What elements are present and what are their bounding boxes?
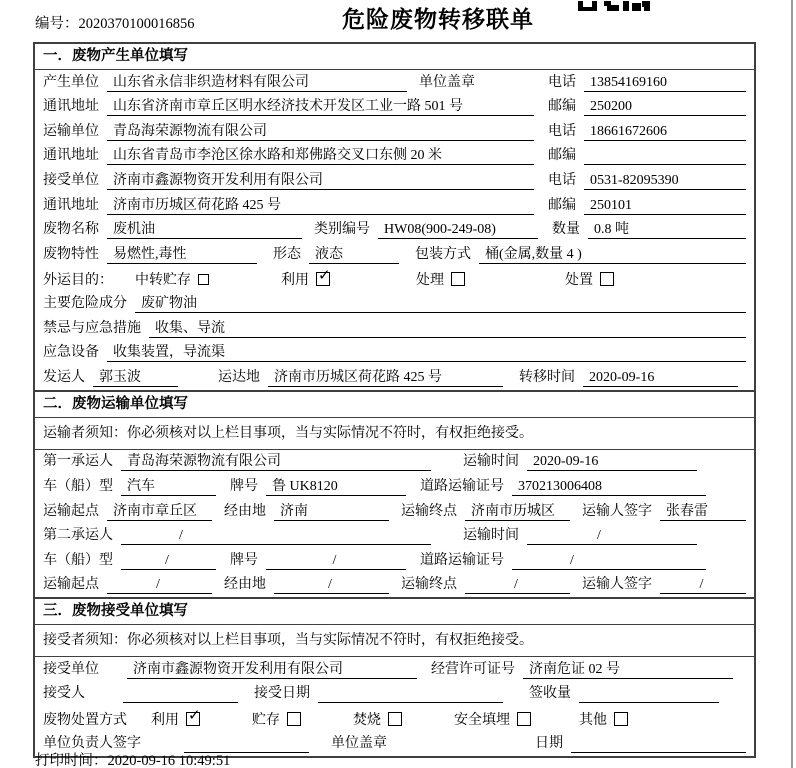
taboo-measures-row [35,316,754,341]
vehicle-type2-label: 车（船）型 [43,552,113,568]
disposal-landfill-label: 安全填埋 [454,712,510,728]
transport-time-value: 2020-09-16 [527,453,697,471]
disposal-method-row [35,706,754,731]
purpose-dispose-checkbox [600,272,614,286]
transporter-address-row [35,144,754,169]
producer-zip-value: 250200 [584,98,746,116]
producer-address-row [35,95,754,120]
page-title: 危险废物转移联单 [342,7,534,32]
producer-address-label: 通讯地址 [43,99,99,115]
transporter-zip-value [584,147,746,165]
disposal-method-label: 废物处置方式 [43,712,127,728]
document-number-value: 2020370100016856 [78,16,195,32]
packing-value: 桶(金属,数量 4 ) [479,246,746,264]
accept-unit-row [35,657,754,682]
waste-trait-label: 废物特性 [43,246,99,262]
transport-origin-value: 济南市章丘区 [107,503,212,521]
transport-end-label: 运输终点 [401,503,457,519]
waste-form-value: 液态 [309,246,399,264]
producer-unit-value: 山东省永信非织造材料有限公司 [107,74,407,92]
transport-end-value: 济南市历城区 [465,503,570,521]
disposal-utilize-label: 利用 [151,712,179,728]
transport-origin-label: 运输起点 [43,503,99,519]
transport-time2-value: / [527,527,697,545]
transporter-unit-row [35,119,754,144]
receiver-address-label: 通讯地址 [43,197,99,213]
destination-value: 济南市历城区荷花路 425 号 [268,369,503,387]
accept-date-value [318,685,503,703]
transport-end2-value: / [465,576,570,594]
producer-address-value: 山东省济南市章丘区明水经济技术开发区工业一路 501 号 [107,98,534,116]
transport-time2-label: 运输时间 [463,528,519,544]
transport-time-label: 运输时间 [463,454,519,470]
transporter-unit-label: 运输单位 [43,123,99,139]
emergency-equipment-label: 应急设备 [43,345,99,361]
manifest-form-table [33,42,756,758]
print-time [35,749,230,768]
accept-person-row [35,682,754,707]
purpose-utilize-checkbox [316,266,331,286]
road-permit-value: 370213006408 [512,478,706,496]
first-carrier-row [35,450,754,475]
first-carrier-value: 青岛海荣源物流有限公司 [121,453,431,471]
transfer-time-value: 2020-09-16 [583,369,738,387]
transfer-time-label: 转移时间 [519,369,575,385]
quantity-label: 数量 [552,222,580,238]
unit-seal2-label: 单位盖章 [331,735,387,751]
first-carrier-label: 第一承运人 [43,454,113,470]
license-number-label: 经营许可证号 [431,661,515,677]
main-hazard-value: 废矿物油 [135,295,746,313]
accept-date-label: 接受日期 [254,686,310,702]
second-carrier-row [35,524,754,549]
receiver-unit-label: 接受单位 [43,172,99,188]
disposal-incinerate-label: 焚烧 [353,712,381,728]
disposal-storage-label: 贮存 [252,712,280,728]
receiver-zip-label: 邮编 [548,197,576,213]
date-label: 日期 [535,735,563,751]
receiver-zip-value: 250101 [584,197,746,215]
qr-code-icon [578,0,650,10]
plate-number2-value: / [266,552,406,570]
vehicle-type-row [35,474,754,499]
vehicle-type-value: 汽车 [121,478,216,496]
disposal-utilize-checkbox [186,705,201,726]
transporter-phone-value: 18661672606 [584,123,746,141]
emergency-equipment-row [35,341,754,366]
receiver-phone-label: 电话 [548,172,576,188]
carrier-signature-label: 运输人签字 [582,503,652,519]
receiver-address-row [35,193,754,218]
transfer-purpose-row [35,267,754,292]
emergency-equipment-value: 收集装置，导流渠 [107,344,746,362]
transporter-phone-label: 电话 [548,123,576,139]
accept-unit-label: 接受单位 [43,661,99,677]
document-number-label: 编号： [35,16,79,32]
accept-person-value [123,685,238,703]
check-mark-icon: ✓ [318,266,331,285]
receiver-notice: 接受者须知：你必须核对以上栏目事项，当与实际情况不符时，有权拒绝接受。 [35,625,754,657]
transporter-address-value: 山东省青岛市李沧区徐水路和郑佛路交叉口东侧 20 米 [107,147,534,165]
road-permit2-label: 道路运输证号 [420,552,504,568]
route2-row [35,573,754,598]
plate-number-value: 鲁 UK8120 [266,478,406,496]
accept-unit-value: 济南市鑫源物资开发利用有限公司 [127,661,417,679]
transport-end2-label: 运输终点 [401,577,457,593]
transporter-unit-value: 青岛海荣源物流有限公司 [107,123,534,141]
transfer-purpose-label: 外运目的： [43,273,113,289]
transport-origin2-label: 运输起点 [43,577,99,593]
producer-phone-value: 13854169160 [584,74,746,92]
responsible-signature-label: 单位负责人签字 [43,735,141,751]
carrier-signature2-label: 运输人签字 [582,577,652,593]
waste-trait-row [35,242,754,267]
road-permit-label: 道路运输证号 [420,478,504,494]
receiver-address-value: 济南市历城区荷花路 425 号 [107,197,534,215]
carrier-signature2-value: / [660,576,746,594]
shipper-label: 发运人 [43,369,85,385]
via-value: 济南 [274,503,389,521]
check-mark-icon: ✓ [188,705,201,724]
vehicle-type2-value: / [121,552,216,570]
main-hazard-label: 主要危险成分 [43,295,127,311]
purpose-transit-storage-label: 中转贮存 [135,273,191,289]
category-code-value: HW08(900-249-08) [378,221,538,239]
producer-unit-label: 产生单位 [43,74,99,90]
receiver-unit-row [35,168,754,193]
plate-number-label: 牌号 [230,478,258,494]
waste-name-row [35,218,754,243]
via2-label: 经由地 [224,577,266,593]
accept-person-label: 接受人 [43,686,85,702]
producer-phone-label: 电话 [548,74,576,90]
producer-unit-row [35,70,754,95]
date-value [571,735,746,753]
transporter-notice: 运输者须知：你必须核对以上栏目事项，当与实际情况不符时，有权拒绝接受。 [35,418,754,450]
purpose-treat-checkbox [451,272,465,286]
road-permit2-value: / [512,552,706,570]
producer-zip-label: 邮编 [548,99,576,115]
signed-quantity-value [579,685,719,703]
packing-label: 包装方式 [415,246,471,262]
waste-name-label: 废物名称 [43,222,99,238]
transporter-zip-label: 邮编 [548,148,576,164]
print-time-label: 打印时间： [35,753,108,768]
transport-origin2-value: / [107,576,212,594]
purpose-dispose-label: 处置 [565,273,593,289]
second-carrier-value: / [121,527,431,545]
plate-number2-label: 牌号 [230,552,258,568]
second-carrier-label: 第二承运人 [43,528,113,544]
quantity-value: 0.8 吨 [588,221,746,239]
disposal-storage-checkbox [287,712,301,726]
vehicle-type-label: 车（船）型 [43,478,113,494]
disposal-other-label: 其他 [579,712,607,728]
receiver-unit-value: 济南市鑫源物资开发利用有限公司 [107,172,534,190]
purpose-utilize-label: 利用 [281,273,309,289]
license-number-value: 济南危证 02 号 [523,661,733,679]
taboo-measures-value: 收集、导流 [149,320,746,338]
shipper-row [35,365,754,390]
via2-value: / [274,576,389,594]
vehicle-type2-row [35,548,754,573]
disposal-other-checkbox [614,712,628,726]
taboo-measures-label: 禁忌与应急措施 [43,320,141,336]
print-time-value: 2020-09-16 10:49:51 [107,753,231,768]
unit-seal-label: 单位盖章 [419,74,475,90]
signed-quantity-label: 签收量 [529,686,571,702]
main-hazard-row [35,291,754,316]
carrier-signature-value: 张春雷 [660,503,746,521]
destination-label: 运达地 [218,369,260,385]
section1-heading: 一．废物产生单位填写 [35,44,754,70]
disposal-landfill-checkbox [517,712,531,726]
waste-form-label: 形态 [273,246,301,262]
shipper-value: 郭玉波 [93,369,178,387]
section3-heading: 三．废物接受单位填写 [35,597,754,625]
via-label: 经由地 [224,503,266,519]
purpose-transit-storage-checkbox [198,274,209,285]
waste-name-value: 废机油 [107,221,302,239]
transporter-address-label: 通讯地址 [43,148,99,164]
category-code-label: 类别编号 [314,222,370,238]
waste-trait-value: 易燃性,毒性 [107,246,257,264]
page-edge-divider [791,0,793,768]
section2-heading: 二．废物运输单位填写 [35,390,754,418]
route-row [35,499,754,524]
purpose-treat-label: 处理 [416,273,444,289]
receiver-phone-value: 0531-82095390 [584,172,746,190]
disposal-incinerate-checkbox [388,712,402,726]
